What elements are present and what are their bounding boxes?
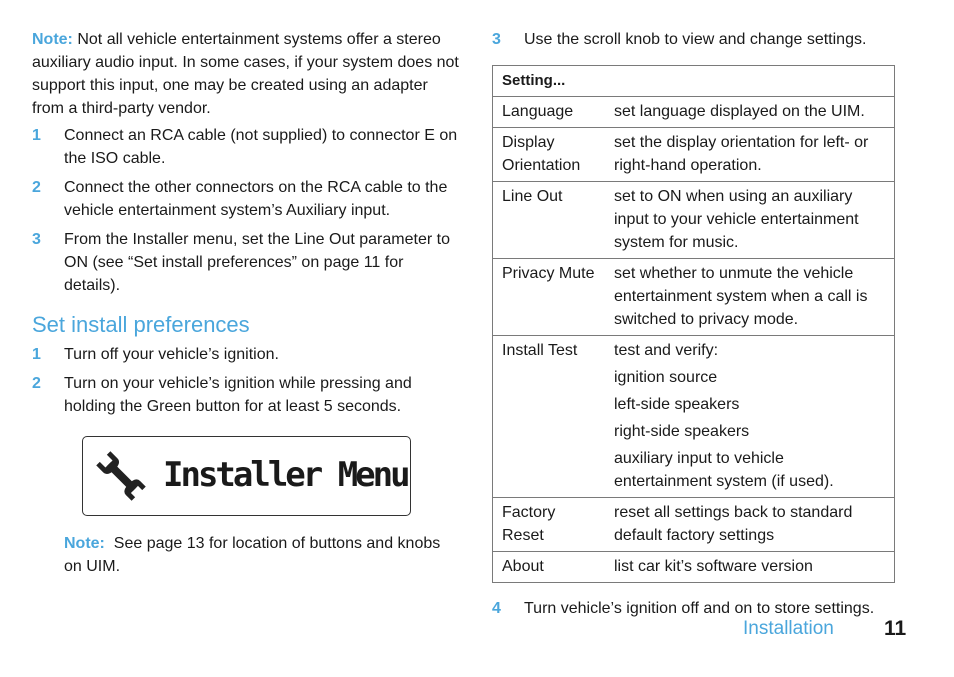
- table-row: [493, 182, 895, 259]
- step-4: [492, 597, 896, 620]
- table-row: [493, 259, 895, 336]
- setting-desc: test and verify:: [614, 342, 719, 359]
- setting-desc: set language displayed on the UIM.: [605, 97, 895, 128]
- footer-section: Installation: [743, 618, 834, 639]
- setting-desc-group: [605, 336, 895, 498]
- step-text: Turn off your vehicle’s ignition.: [64, 346, 279, 363]
- sub-item: right-side speakers: [614, 423, 750, 440]
- note-text: Not all vehicle entertainment systems offer a stereo auxiliary audio input. In some cases, if your system does not support this input, one may be created using an adapter from a third-party vendor.: [32, 31, 459, 117]
- step-number: 1: [32, 127, 41, 144]
- setting-name: About: [493, 552, 606, 583]
- step-2: [32, 176, 462, 222]
- screen-label: Installer Menu: [163, 455, 408, 495]
- step-text: Connect an RCA cable (not supplied) to connector E on the ISO cable.: [64, 127, 458, 167]
- setting-name: Factory Reset: [493, 498, 606, 552]
- section-step-1: [32, 343, 462, 366]
- table-row: [493, 336, 895, 498]
- table-row: [493, 552, 895, 583]
- table-row: [493, 498, 895, 552]
- left-column: [32, 28, 462, 578]
- settings-table: [492, 65, 895, 583]
- page-number: 11: [884, 617, 907, 640]
- step-text: Turn on your vehicle’s ignition while pressing and holding the Green button for at least 5 seconds.: [64, 375, 412, 415]
- setting-desc: list car kit’s software version: [605, 552, 895, 583]
- setting-name: Install Test: [493, 336, 606, 498]
- sub-item: auxiliary input to vehicle entertainment system (if used).: [614, 450, 834, 490]
- step-text: Connect the other connectors on the RCA cable to the vehicle entertainment system’s Auxiliary input.: [64, 179, 448, 219]
- section-title: Set install preferences: [32, 312, 250, 337]
- step-1: [32, 124, 462, 170]
- right-column: [492, 28, 896, 626]
- step-3: [32, 228, 462, 297]
- section-step-2: [32, 372, 462, 418]
- sub-item: ignition source: [614, 369, 718, 386]
- setting-desc: set whether to unmute the vehicle entertainment system when a call is switched to privacy mode.: [605, 259, 895, 336]
- step-text: From the Installer menu, set the Line Out parameter to ON (see “Set install preferences” on page 11 for details).: [64, 231, 450, 294]
- note-text: See page 13 for location of buttons and knobs on UIM.: [64, 535, 441, 575]
- step-number: 2: [32, 179, 41, 196]
- setting-desc: set to ON when using an auxiliary input to your vehicle entertainment system for music.: [605, 182, 895, 259]
- step-number: 4: [492, 600, 501, 617]
- setting-desc: set the display orientation for left- or right-hand operation.: [605, 128, 895, 182]
- sub-item: left-side speakers: [614, 396, 740, 413]
- setting-desc: reset all settings back to standard default factory settings: [605, 498, 895, 552]
- step-number: 3: [32, 231, 41, 248]
- note: [32, 28, 462, 120]
- setting-name: Display Orientation: [493, 128, 606, 182]
- step-number: 2: [32, 375, 41, 392]
- wrench-icon: [95, 449, 147, 503]
- note-2: [64, 532, 462, 578]
- table-header: Setting...: [493, 66, 895, 97]
- table-row: [493, 128, 895, 182]
- note-label: Note:: [32, 31, 73, 48]
- step-text: Use the scroll knob to view and change settings.: [524, 31, 867, 48]
- step-number: 1: [32, 346, 41, 363]
- step-3-right: [492, 28, 896, 51]
- setting-name: Language: [493, 97, 606, 128]
- setting-name: Privacy Mute: [493, 259, 606, 336]
- display-screen: [82, 436, 411, 516]
- table-row: [493, 97, 895, 128]
- step-number: 3: [492, 31, 501, 48]
- note-label: Note:: [64, 535, 105, 552]
- setting-name: Line Out: [493, 182, 606, 259]
- step-text: Turn vehicle’s ignition off and on to store settings.: [524, 600, 875, 617]
